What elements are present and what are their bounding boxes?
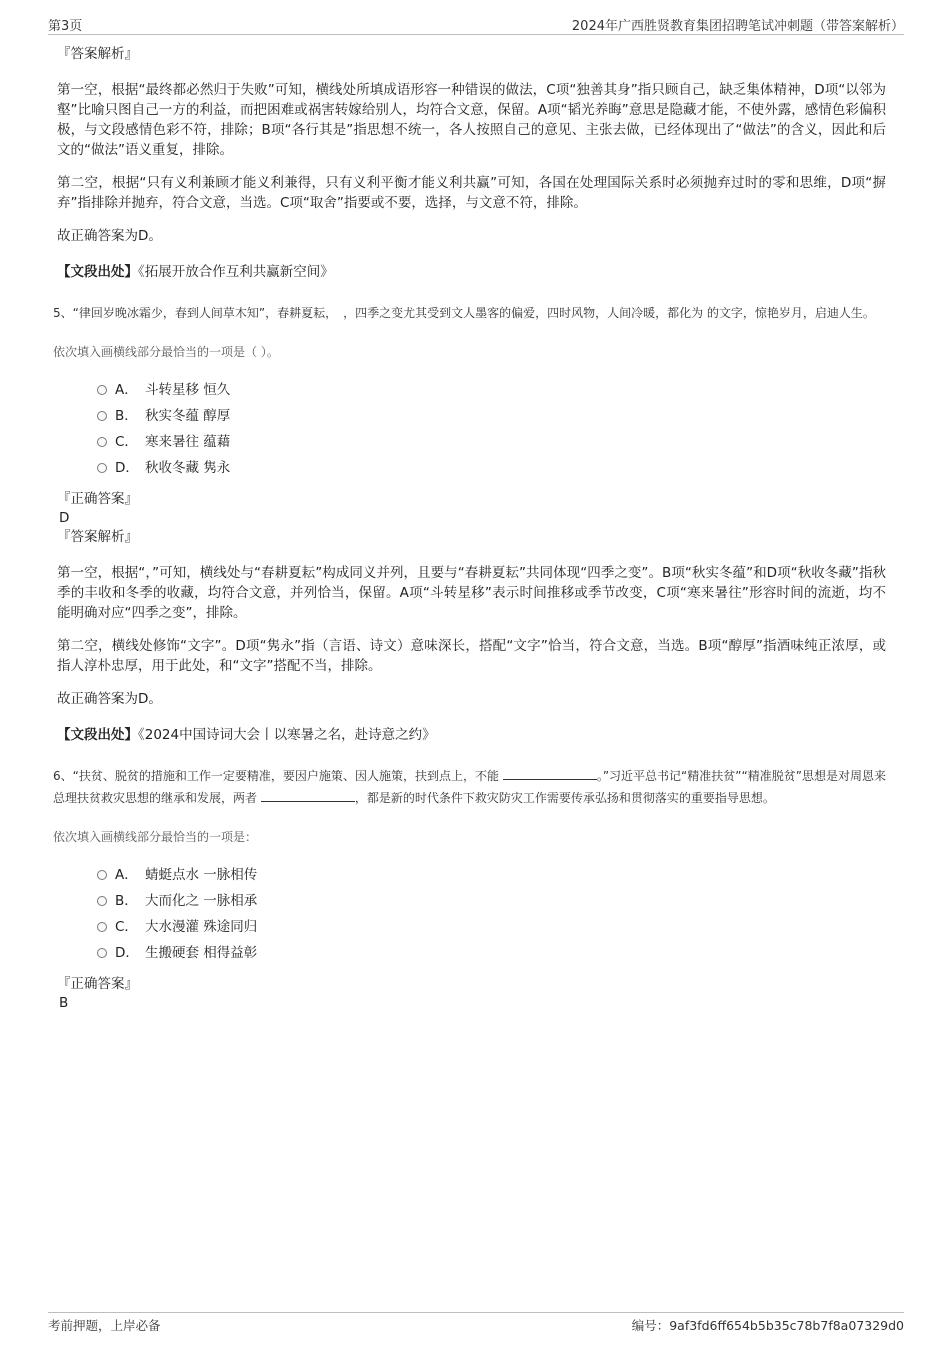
- option-c[interactable]: C． 寒来暑往 蕴藉: [97, 429, 886, 455]
- option-a[interactable]: A． 蜻蜓点水 一脉相传: [97, 862, 886, 888]
- analysis-label: 『答案解析』: [57, 46, 138, 62]
- question-5-prompt: 依次填入画横线部分最恰当的一项是（ ）。: [53, 345, 279, 359]
- source-title: 《2024中国诗词大会丨以寒暑之名，赴诗意之约》: [138, 727, 436, 743]
- conclusion: 故正确答案为D。: [57, 691, 162, 707]
- question-6-prompt: 依次填入画横线部分最恰当的一项是：: [53, 830, 258, 844]
- analysis-paragraph: 第二空，根据“只有义利兼顾才能义利兼得，只有义利平衡才能义利共赢”可知，各国在处理国际关系时必须抛弃过时的零和思维，D项“摒弃”指排除并抛弃，符合文意，当选。C项“取舍”指要或不要，选择，与文意不符，排除。: [57, 175, 886, 211]
- correct-answer-value: D: [59, 510, 70, 526]
- analysis-paragraph: 第一空，根据“，”可知，横线处与“春耕夏耘”构成同义并列，且要与“春耕夏耘”共同体现“四季之变”。B项“秋实冬蕴”和D项“秋收冬藏”指秋季的丰收和冬季的收藏，均符合文意，并列恰当，保留。A项“斗转星移”表示时间推移或季节改变，C项“寒来暑往”形容时间的流逝，均不能明确对应“四季之变”，排除。: [57, 565, 886, 621]
- conclusion: 故正确答案为D。: [57, 228, 162, 244]
- option-c[interactable]: C． 大水漫灌 殊途同归: [97, 914, 886, 940]
- source-tag: 【文段出处】: [57, 264, 138, 280]
- footer-slogan: 考前押题，上岸必备: [48, 1318, 161, 1333]
- radio-icon[interactable]: [97, 922, 107, 932]
- radio-icon[interactable]: [97, 385, 107, 395]
- source-tag: 【文段出处】: [57, 727, 138, 743]
- page-number: 第3页: [48, 19, 83, 34]
- analysis-paragraph: 第二空，横线处修饰“文字”。D项“隽永”指（言语、诗文）意味深长，搭配“文字”恰当，符合文意，当选。B项“醇厚”指酒味纯正浓厚，或指人淳朴忠厚，用于此处，和“文字”搭配不当，排除。: [57, 638, 886, 674]
- fill-blank: [261, 789, 355, 802]
- radio-icon[interactable]: [97, 463, 107, 473]
- option-a[interactable]: A． 斗转星移 恒久: [97, 377, 886, 403]
- document-code: 编号：9af3fd6ff654b5b35c78b7f8a07329d0: [631, 1318, 904, 1333]
- question-6-options: [97, 862, 886, 966]
- correct-answer-label: 『正确答案』: [57, 491, 138, 507]
- question-6-stem: 6、“扶贫、脱贫的措施和工作一定要精准，要因户施策、因人施策，扶到点上，不能 。”习近平总书记“精准扶贫”“精准脱贫”思想是对周恩来总理扶贫救灾思想的继承和发展，两者 ，都是新的时代条件下救灾防灾工作需要传承弘扬和贯彻落实的重要指导思想。: [53, 769, 886, 805]
- question-5-stem: 5、“律回岁晚冰霜少，春到人间草木知”，春耕夏耘， ，四季之变尤其受到文人墨客的偏爱，四时风物，人间冷暖，都化为 的文字，惊艳岁月，启迪人生。: [53, 306, 875, 320]
- option-b[interactable]: B． 秋实冬蕴 醇厚: [97, 403, 886, 429]
- source-line: [57, 725, 886, 745]
- option-d[interactable]: D． 生搬硬套 相得益彰: [97, 940, 886, 966]
- source-title: 《拓展开放合作互利共赢新空间》: [138, 264, 334, 280]
- option-b[interactable]: B． 大而化之 一脉相承: [97, 888, 886, 914]
- radio-icon[interactable]: [97, 411, 107, 421]
- radio-icon[interactable]: [97, 948, 107, 958]
- analysis-label: 『答案解析』: [57, 529, 138, 545]
- page-header: [48, 14, 904, 35]
- page-content: [53, 44, 886, 1012]
- fill-blank: [503, 767, 597, 780]
- radio-icon[interactable]: [97, 896, 107, 906]
- correct-answer-label: 『正确答案』: [57, 976, 138, 992]
- correct-answer-value: B: [59, 995, 69, 1011]
- radio-icon[interactable]: [97, 870, 107, 880]
- radio-icon[interactable]: [97, 437, 107, 447]
- question-5-options: [97, 377, 886, 481]
- page-footer: [48, 1312, 904, 1335]
- option-d[interactable]: D． 秋收冬藏 隽永: [97, 455, 886, 481]
- analysis-paragraph: 第一空，根据“最终都必然归于失败”可知，横线处所填成语形容一种错误的做法，C项“独善其身”指只顾自己，缺乏集体精神，D项“以邻为壑”比喻只图自己一方的利益，而把困难或祸害转嫁给别人，均符合文意，保留。A项“韬光养晦”意思是隐藏才能，不使外露，感情色彩偏积极，与文段感情色彩不符，排除；B项“各行其是”指思想不统一，各人按照自己的意见、主张去做，已经体现出了“做法”的含义，因此和后文的“做法”语义重复，排除。: [57, 82, 886, 158]
- source-line: [57, 262, 886, 282]
- document-title: 2024年广西胜贤教育集团招聘笔试冲刺题（带答案解析）: [571, 19, 904, 34]
